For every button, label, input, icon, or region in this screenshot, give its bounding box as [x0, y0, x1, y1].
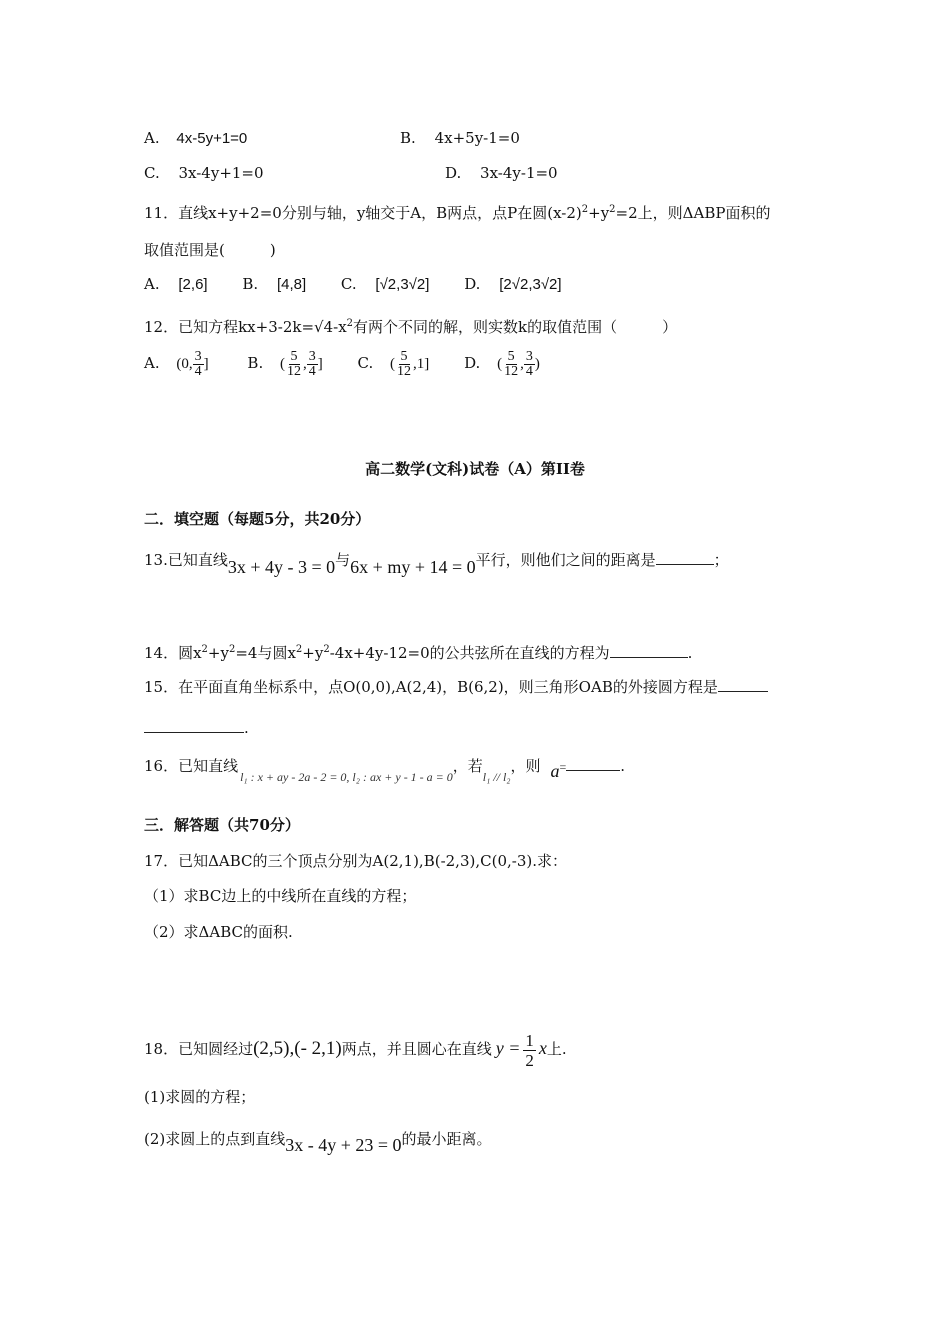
q11-text: =2上，则ΔABP面积的 [615, 204, 771, 222]
denominator: 12 [287, 363, 301, 379]
q11-text: +y [588, 204, 610, 222]
q12-text: 12．已知方程kx+3-2k=√4-x [144, 318, 347, 336]
fraction [307, 350, 318, 379]
answer-blank[interactable] [566, 756, 620, 771]
equals-sign: = [559, 760, 567, 774]
option-c-math [390, 348, 434, 379]
q12-stem [144, 314, 677, 337]
q18-text: 的最小距离。 [401, 1130, 492, 1148]
superscript: 2 [581, 204, 589, 215]
punctuation: . [244, 719, 249, 737]
option-label: D. [445, 164, 462, 182]
q16-text: ，则 [510, 757, 541, 775]
fraction [395, 350, 413, 379]
q17-part2: （2）求ΔABC的面积. [144, 923, 293, 941]
option-label: C. [357, 354, 374, 372]
option-label: A. [144, 129, 160, 147]
q16-text: ，若 [452, 757, 483, 775]
option-label: B. [247, 354, 264, 372]
superscript: 2 [295, 644, 303, 655]
equation: x [538, 1038, 547, 1058]
q17-part1: （1）求BC边上的中线所在直线的方程； [144, 887, 417, 905]
q13-text: 与 [335, 551, 351, 569]
option-text: 4x+5y-1=0 [434, 129, 520, 147]
option-label: B. [242, 275, 259, 293]
numerator: 5 [507, 348, 515, 364]
denominator: 4 [308, 363, 316, 379]
numerator: 3 [525, 348, 533, 364]
q10-option-d [445, 163, 558, 183]
answer-blank[interactable] [144, 718, 244, 733]
q14-text: =4与圆x [235, 644, 296, 662]
option-label: C. [340, 275, 357, 293]
superscript: 2 [346, 318, 354, 329]
option-text: 3x-4y-1=0 [480, 164, 558, 182]
option-label: A. [144, 275, 160, 293]
denominator: 2 [525, 1050, 534, 1070]
option-text: [2√2,3√2] [499, 276, 562, 293]
option-label: B. [400, 129, 416, 147]
q11-text: 11．直线x+y+2=0分别与轴，y轴交于A，B两点，点P在圆(x-2) [144, 204, 582, 222]
q18-text: 两点，并且圆心在直线 [341, 1040, 492, 1058]
option-text: [4,8] [276, 276, 307, 293]
option-text: [2,6] [178, 276, 208, 293]
bracket: ) [534, 356, 540, 372]
fraction [502, 350, 520, 379]
option-label: D. [464, 354, 481, 372]
bracket: (0, [176, 356, 193, 372]
option-d-math [497, 348, 540, 379]
equation: 3x + 4y - 3 = 0 [227, 557, 336, 577]
q16 [144, 752, 626, 784]
numerator: 5 [290, 348, 298, 364]
q16-text: 16．已知直线 [144, 757, 239, 775]
q14-text: +y [207, 644, 229, 662]
q18-text: 18．已知圆经过 [144, 1040, 254, 1058]
q10-option-a [144, 128, 247, 149]
equation: y = [495, 1038, 521, 1058]
q14-text: -4x+4y-12=0的公共弦所在直线的方程为 [329, 644, 610, 662]
bracket: ( [280, 356, 285, 372]
option-b-math [280, 348, 328, 379]
q18-text: 上. [546, 1040, 567, 1058]
q11-stem [144, 200, 770, 223]
q18-part1: (1)求圆的方程； [144, 1088, 256, 1106]
punctuation: . [687, 644, 693, 662]
superscript: 2 [323, 644, 330, 655]
q15-line2 [144, 718, 249, 738]
q18-stem [144, 1028, 567, 1070]
q12-options [144, 348, 540, 379]
fraction [523, 1031, 536, 1070]
bracket: ( [390, 356, 396, 372]
option-label: C. [144, 164, 160, 182]
section2-heading: 二．填空题（每题5分，共20分） [144, 510, 371, 528]
bracket: ( [497, 356, 503, 372]
equation: 3x - 4y + 23 = 0 [285, 1135, 402, 1155]
answer-blank[interactable] [656, 550, 714, 565]
part2-title: 高二数学(文科)试卷（A）第II卷 [365, 460, 585, 478]
superscript: 2 [201, 644, 208, 655]
answer-blank[interactable] [610, 643, 688, 658]
equation: l₁ // l₂ [482, 770, 511, 784]
comma: , [520, 356, 524, 372]
numerator: 3 [194, 348, 202, 364]
fraction [524, 350, 535, 379]
q13-text: 13.已知直线 [144, 551, 228, 569]
denominator: 4 [525, 363, 533, 379]
option-label: A. [144, 354, 160, 372]
equation: l₁ : x + ay - 2a - 2 = 0, l₂ : ax + y - 1 - a = 0 [240, 770, 453, 784]
bracket: ] [203, 356, 209, 372]
q15-text: 15．在平面直角坐标系中，点O(0,0),A(2,4)，B(6,2)，则三角形OAB的外接圆方程是 [144, 678, 718, 696]
points: (2,5),(- 2,1) [253, 1038, 342, 1059]
q14 [144, 640, 692, 663]
q13 [144, 545, 729, 577]
q15 [144, 677, 768, 697]
q14-text: 14．圆x [144, 644, 202, 662]
option-a-math [176, 348, 213, 379]
numerator: 5 [400, 348, 408, 364]
section3-heading: 三．解答题（共70分） [144, 816, 300, 834]
q18-part2 [144, 1124, 492, 1153]
option-label: D. [464, 275, 481, 293]
fraction [193, 350, 204, 379]
equation: 6x + my + 14 = 0 [350, 557, 476, 577]
denominator: 12 [504, 363, 519, 379]
option-text: 3x-4y+1=0 [178, 164, 264, 182]
q18-text: (2)求圆上的点到直线 [144, 1130, 286, 1148]
denominator: 4 [194, 363, 202, 379]
denominator: 12 [397, 363, 412, 379]
bracket: ,1] [413, 356, 430, 372]
punctuation: ； [713, 551, 729, 569]
q17-stem: 17．已知ΔABC的三个顶点分别为A(2,1),B(-2,3),C(0,-3).求： [144, 852, 567, 870]
q14-text: +y [302, 644, 324, 662]
numerator: 3 [308, 348, 316, 364]
fraction [285, 350, 303, 379]
option-text: [√2,3√2] [375, 276, 430, 293]
superscript: 2 [609, 204, 616, 215]
q10-option-b [400, 128, 520, 148]
punctuation: . [620, 757, 626, 775]
superscript: 2 [228, 644, 236, 655]
option-text: 4x-5y+1=0 [176, 130, 248, 147]
comma: , [303, 356, 307, 372]
numerator: 1 [525, 1030, 534, 1050]
q11-options [144, 274, 562, 295]
q12-text: 有两个不同的解，则实数k的取值范围（ ） [353, 318, 678, 336]
answer-blank[interactable] [718, 677, 768, 692]
q10-option-c [144, 163, 264, 183]
bracket: ] [317, 356, 323, 372]
variable: a [550, 761, 560, 781]
q11-stem-line2: 取值范围是( ) [144, 241, 276, 259]
q13-text: 平行，则他们之间的距离是 [475, 551, 656, 569]
